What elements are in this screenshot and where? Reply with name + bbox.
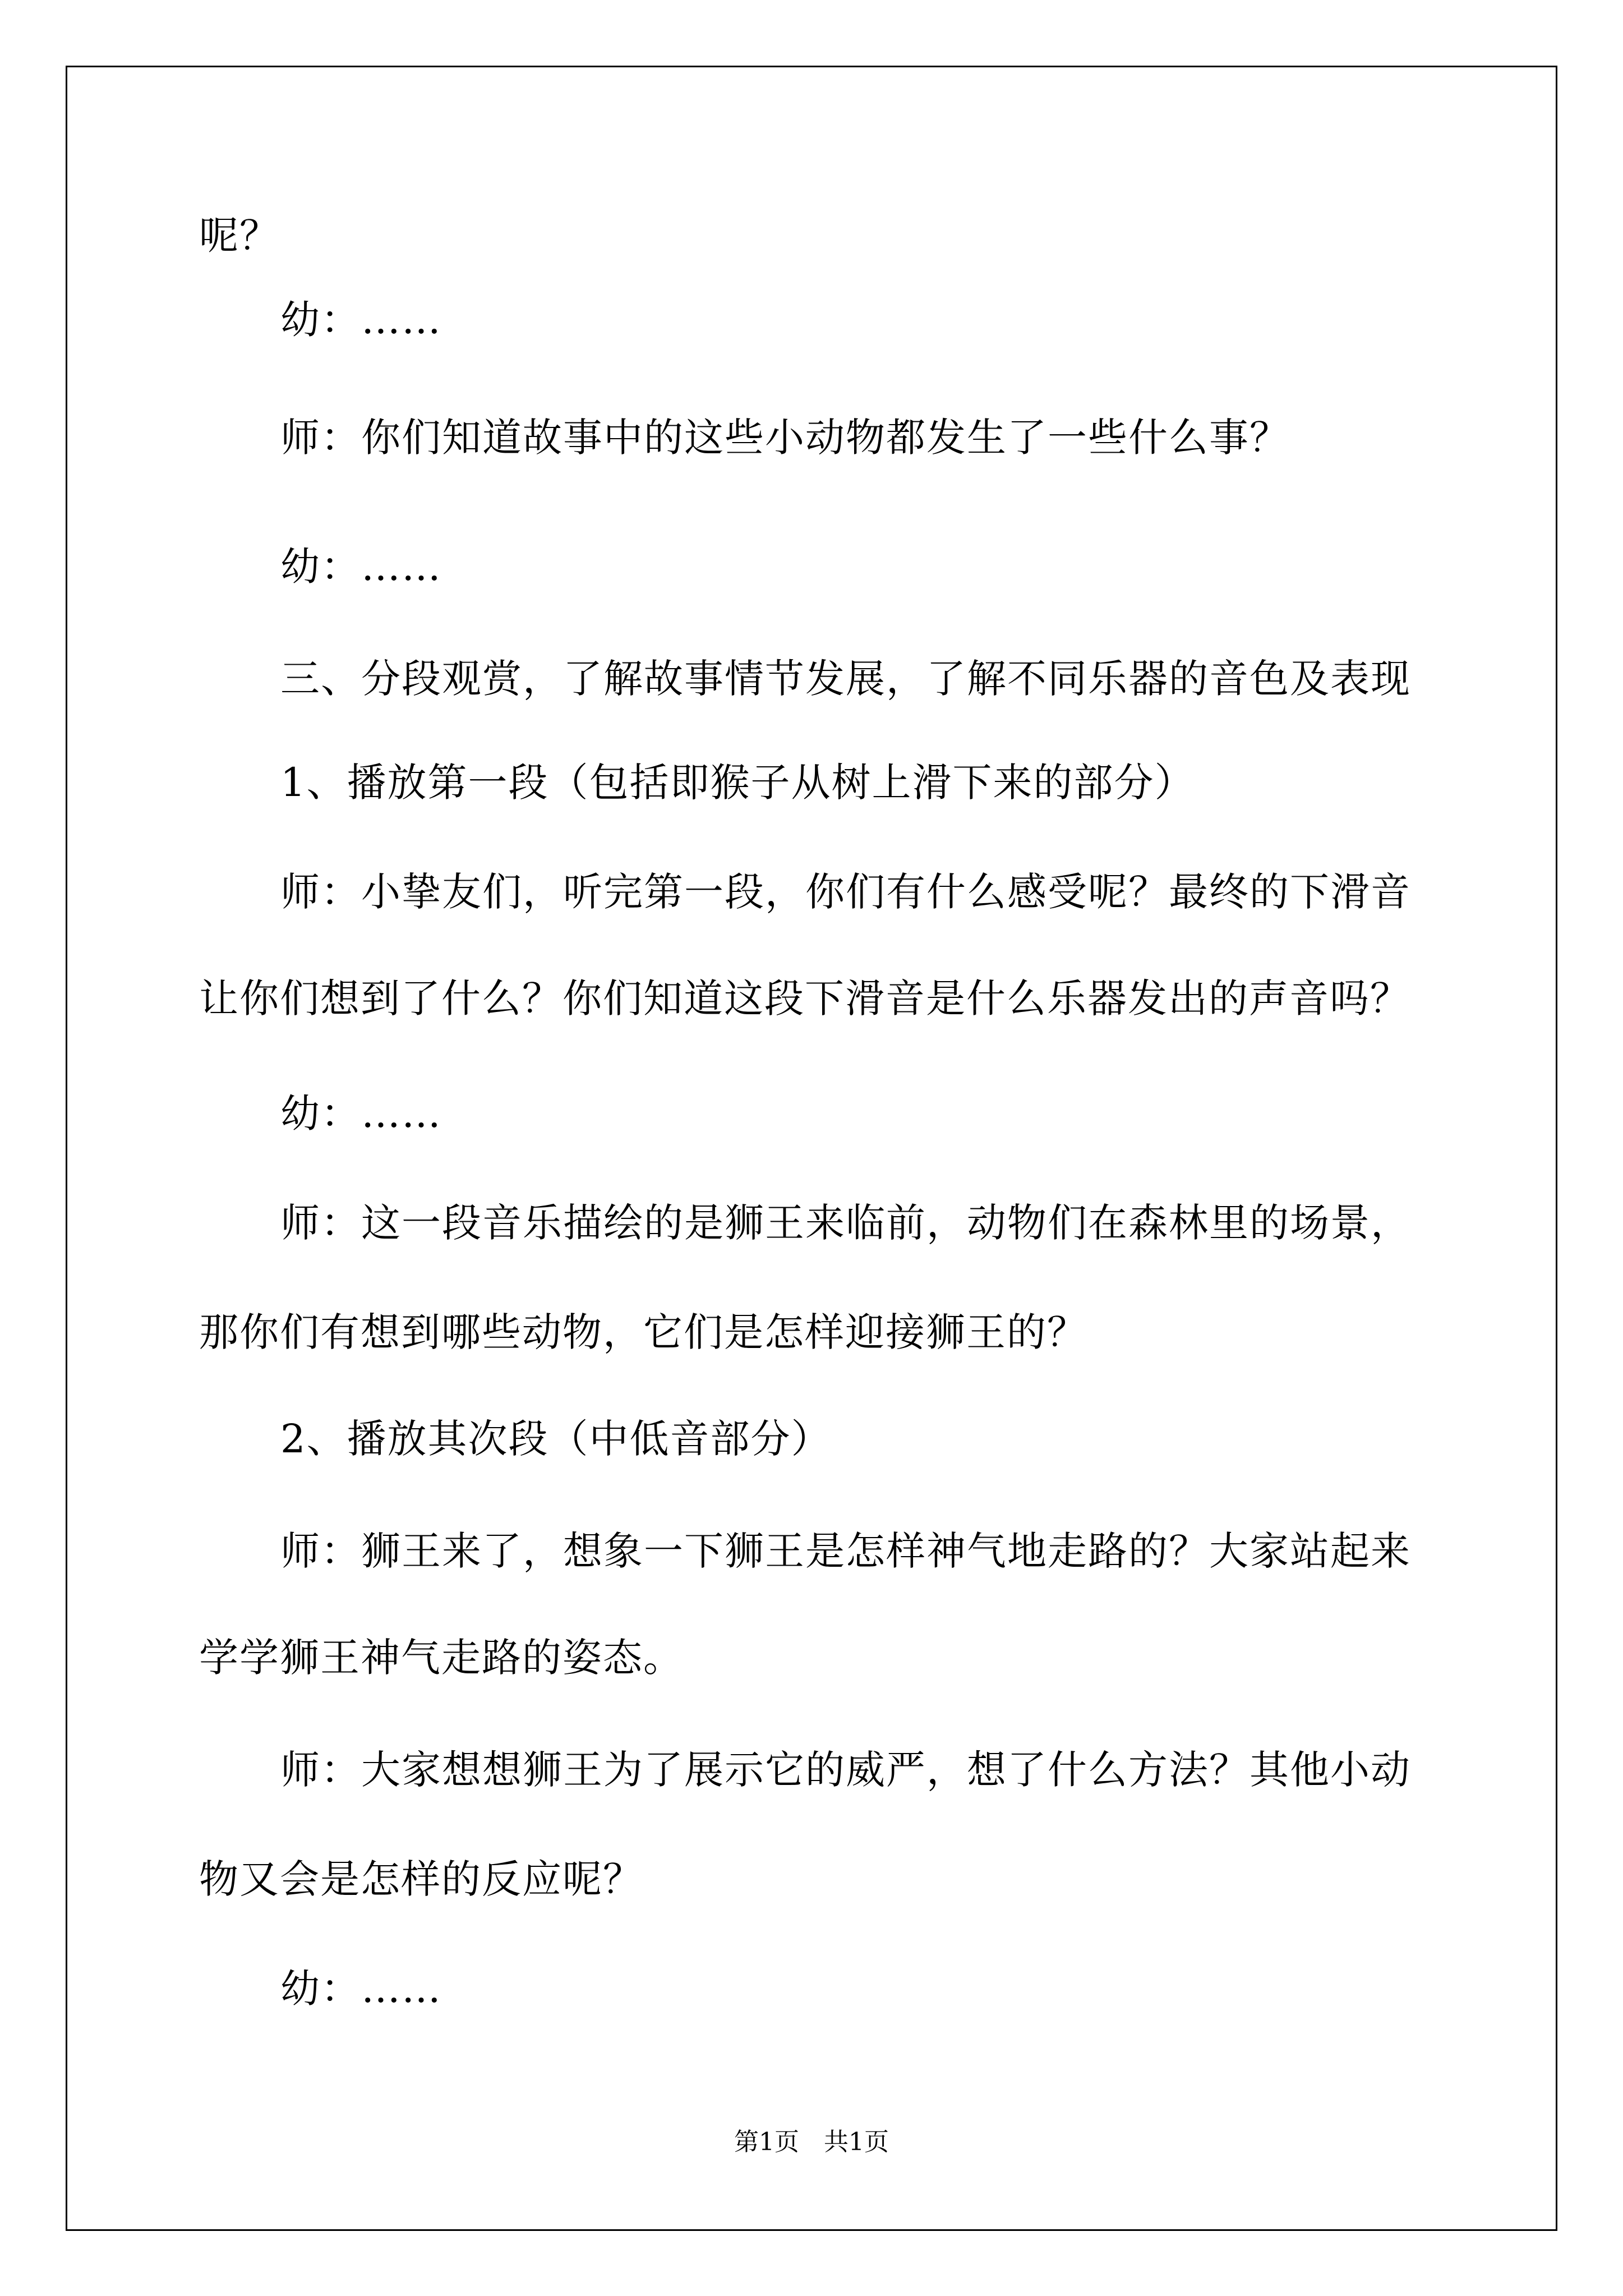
text-line: 师：小挚友们，听完第一段，你们有什么感受呢？最终的下滑音 [280, 869, 1411, 915]
text-line: 幼：…… [280, 1091, 442, 1137]
page-footer: 第1页 共1页 [734, 2128, 889, 2156]
text-line: 物又会是怎样的反应呢？ [199, 1856, 643, 1902]
text-line: 幼：…… [280, 1966, 442, 2012]
text-line: 那你们有想到哪些动物，它们是怎样迎接狮王的？ [199, 1309, 1087, 1355]
text-line: 幼：…… [280, 544, 442, 590]
text-line: 呢？ [199, 213, 280, 259]
text-line: 师：这一段音乐描绘的是狮王来临前，动物们在森林里的场景， [280, 1200, 1411, 1246]
section-heading: 三、分段观赏，了解故事情节发展，了解不同乐器的音色及表现 [280, 656, 1411, 702]
text-line: 让你们想到了什么？你们知道这段下滑音是什么乐器发出的声音吗？ [199, 976, 1410, 1022]
text-line: 1、播放第一段（包括即猴子从树上滑下来的部分） [280, 760, 1195, 806]
text-line: 2、播放其次段（中低音部分） [280, 1416, 832, 1462]
text-line: 师：大家想想狮王为了展示它的威严，想了什么方法？其他小动 [280, 1747, 1411, 1793]
text-line: 师：你们知道故事中的这些小动物都发生了一些什么事？ [280, 415, 1290, 461]
text-line: 学学狮王神气走路的姿态。 [199, 1635, 684, 1681]
text-line: 师：狮王来了，想象一下狮王是怎样神气地走路的？大家站起来 [280, 1528, 1411, 1574]
text-line: 幼：…… [280, 297, 442, 343]
page-border [66, 66, 1557, 2231]
